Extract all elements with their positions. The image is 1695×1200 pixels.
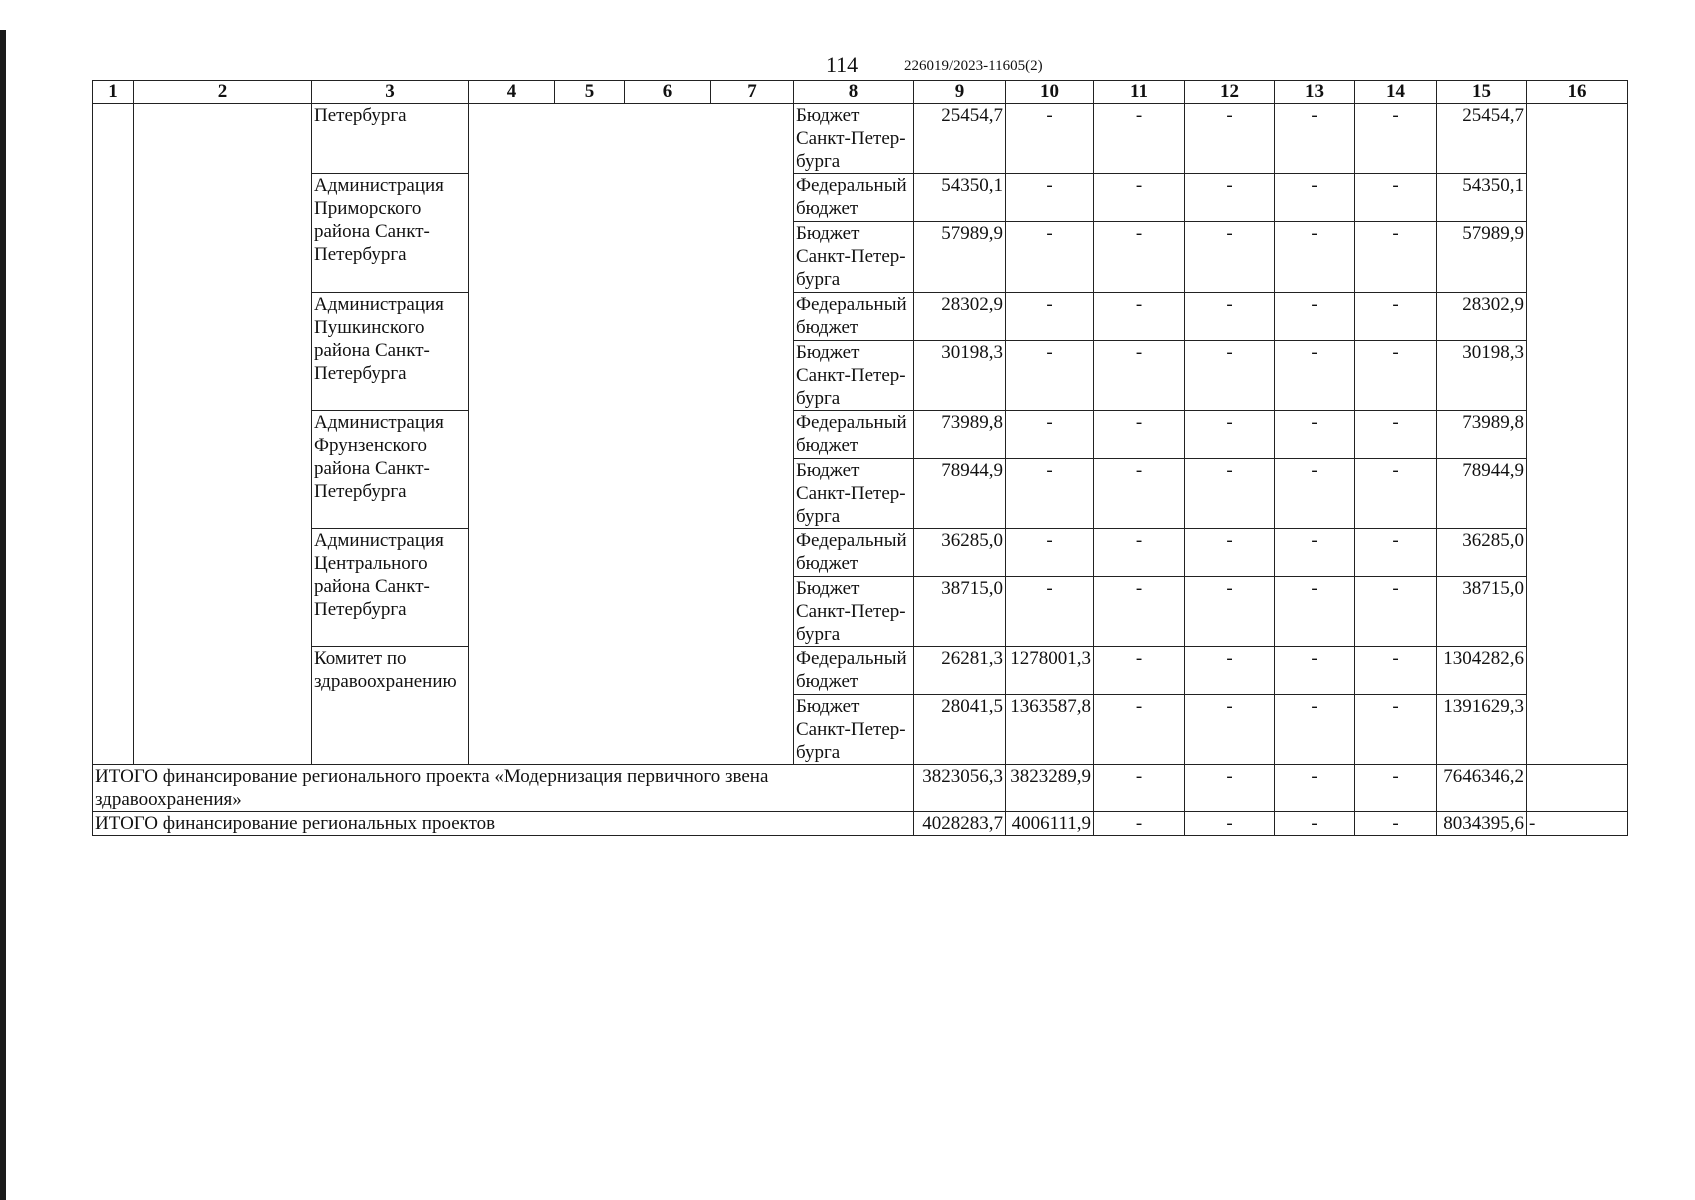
table-row xyxy=(93,647,1628,695)
funding-source-cell: Федеральный бюджет xyxy=(794,174,914,222)
col-header-10: 10 xyxy=(1006,81,1094,104)
value-cell-col11: - xyxy=(1094,577,1185,647)
total-value-col11: - xyxy=(1094,812,1185,836)
value-cell-col11: - xyxy=(1094,341,1185,411)
value-cell-col12: - xyxy=(1185,459,1275,529)
value-cell-col10: - xyxy=(1006,174,1094,222)
total-value-col16: - xyxy=(1527,812,1628,836)
col-header-7: 7 xyxy=(711,81,794,104)
cell-col2-merged xyxy=(134,104,312,765)
col-header-4: 4 xyxy=(469,81,555,104)
col-header-11: 11 xyxy=(1094,81,1185,104)
col-header-1: 1 xyxy=(93,81,134,104)
value-cell-col11: - xyxy=(1094,695,1185,765)
value-cell-col13: - xyxy=(1275,222,1355,293)
value-cell-col15: 38715,0 xyxy=(1437,577,1527,647)
value-cell-col10: - xyxy=(1006,529,1094,577)
value-cell-col10: - xyxy=(1006,222,1094,293)
funding-source-cell: Федеральный бюджет xyxy=(794,411,914,459)
value-cell-col13: - xyxy=(1275,695,1355,765)
total-value-col14: - xyxy=(1355,812,1437,836)
executor-cell: Администрация Фрунзенского района Санкт-Петербурга xyxy=(312,411,469,529)
page-header xyxy=(0,50,1695,80)
budget-table xyxy=(92,80,1628,836)
funding-source-cell: Федеральный бюджет xyxy=(794,647,914,695)
col-header-16: 16 xyxy=(1527,81,1628,104)
value-cell-col10: - xyxy=(1006,341,1094,411)
table-row xyxy=(93,411,1628,459)
value-cell-col11: - xyxy=(1094,104,1185,174)
col-header-2: 2 xyxy=(134,81,312,104)
value-cell-col11: - xyxy=(1094,222,1185,293)
funding-source-cell: Бюджет Санкт-Петер-бурга xyxy=(794,222,914,293)
total-value-col10: 3823289,9 xyxy=(1006,765,1094,812)
value-cell-col9: 26281,3 xyxy=(914,647,1006,695)
value-cell-col15: 73989,8 xyxy=(1437,411,1527,459)
value-cell-col9: 28041,5 xyxy=(914,695,1006,765)
value-cell-col15: 30198,3 xyxy=(1437,341,1527,411)
funding-source-cell: Бюджет Санкт-Петер-бурга xyxy=(794,341,914,411)
cell-col16-merged xyxy=(1527,104,1628,765)
value-cell-col9: 38715,0 xyxy=(914,577,1006,647)
cell-col4-7-merged xyxy=(469,104,794,765)
cell-col1-merged xyxy=(93,104,134,765)
value-cell-col15: 1391629,3 xyxy=(1437,695,1527,765)
total-value-col12: - xyxy=(1185,812,1275,836)
value-cell-col10: - xyxy=(1006,459,1094,529)
value-cell-col14: - xyxy=(1355,293,1437,341)
total-value-col12: - xyxy=(1185,765,1275,812)
value-cell-col15: 57989,9 xyxy=(1437,222,1527,293)
funding-source-cell: Бюджет Санкт-Петер-бурга xyxy=(794,577,914,647)
value-cell-col9: 73989,8 xyxy=(914,411,1006,459)
value-cell-col15: 25454,7 xyxy=(1437,104,1527,174)
executor-cell: Администрация Пушкинского района Санкт-Петербурга xyxy=(312,293,469,411)
total-value-col15: 8034395,6 xyxy=(1437,812,1527,836)
value-cell-col13: - xyxy=(1275,174,1355,222)
scan-edge-strip xyxy=(0,30,6,1200)
table-row xyxy=(93,174,1628,222)
total-value-col10: 4006111,9 xyxy=(1006,812,1094,836)
value-cell-col9: 28302,9 xyxy=(914,293,1006,341)
funding-source-cell: Федеральный бюджет xyxy=(794,529,914,577)
value-cell-col12: - xyxy=(1185,529,1275,577)
value-cell-col14: - xyxy=(1355,647,1437,695)
value-cell-col12: - xyxy=(1185,647,1275,695)
value-cell-col9: 78944,9 xyxy=(914,459,1006,529)
value-cell-col9: 57989,9 xyxy=(914,222,1006,293)
total-value-col13: - xyxy=(1275,812,1355,836)
value-cell-col12: - xyxy=(1185,104,1275,174)
value-cell-col14: - xyxy=(1355,577,1437,647)
value-cell-col11: - xyxy=(1094,293,1185,341)
value-cell-col12: - xyxy=(1185,174,1275,222)
value-cell-col9: 36285,0 xyxy=(914,529,1006,577)
value-cell-col10: - xyxy=(1006,293,1094,341)
value-cell-col14: - xyxy=(1355,222,1437,293)
value-cell-col12: - xyxy=(1185,341,1275,411)
value-cell-col14: - xyxy=(1355,104,1437,174)
value-cell-col15: 1304282,6 xyxy=(1437,647,1527,695)
value-cell-col13: - xyxy=(1275,341,1355,411)
col-header-14: 14 xyxy=(1355,81,1437,104)
total-value-col13: - xyxy=(1275,765,1355,812)
executor-cell: Администрация Приморского района Санкт-Петербурга xyxy=(312,174,469,293)
value-cell-col14: - xyxy=(1355,174,1437,222)
table-row xyxy=(93,104,1628,174)
value-cell-col9: 25454,7 xyxy=(914,104,1006,174)
value-cell-col14: - xyxy=(1355,341,1437,411)
value-cell-col14: - xyxy=(1355,529,1437,577)
value-cell-col11: - xyxy=(1094,411,1185,459)
value-cell-col12: - xyxy=(1185,293,1275,341)
document-reference: 226019/2023-11605(2) xyxy=(904,58,1043,74)
table-row xyxy=(93,293,1628,341)
funding-source-cell: Бюджет Санкт-Петер-бурга xyxy=(794,695,914,765)
col-header-5: 5 xyxy=(555,81,625,104)
value-cell-col12: - xyxy=(1185,222,1275,293)
value-cell-col14: - xyxy=(1355,411,1437,459)
executor-cell: Комитет по здравоохранению xyxy=(312,647,469,765)
value-cell-col10: - xyxy=(1006,577,1094,647)
value-cell-col11: - xyxy=(1094,529,1185,577)
total-value-col9: 4028283,7 xyxy=(914,812,1006,836)
executor-cell: Администрация Центрального района Санкт-Петербурга xyxy=(312,529,469,647)
value-cell-col15: 78944,9 xyxy=(1437,459,1527,529)
col-header-15: 15 xyxy=(1437,81,1527,104)
value-cell-col15: 28302,9 xyxy=(1437,293,1527,341)
value-cell-col12: - xyxy=(1185,577,1275,647)
value-cell-col10: - xyxy=(1006,104,1094,174)
value-cell-col13: - xyxy=(1275,104,1355,174)
total-label-cell: ИТОГО финансирование регионального проекта «Модернизация первичного звена здравоохранения» xyxy=(93,765,914,812)
col-header-3: 3 xyxy=(312,81,469,104)
value-cell-col9: 54350,1 xyxy=(914,174,1006,222)
value-cell-col10: 1278001,3 xyxy=(1006,647,1094,695)
value-cell-col15: 36285,0 xyxy=(1437,529,1527,577)
funding-source-cell: Бюджет Санкт-Петер-бурга xyxy=(794,459,914,529)
value-cell-col11: - xyxy=(1094,647,1185,695)
total-value-col14: - xyxy=(1355,765,1437,812)
value-cell-col12: - xyxy=(1185,695,1275,765)
value-cell-col10: 1363587,8 xyxy=(1006,695,1094,765)
value-cell-col13: - xyxy=(1275,647,1355,695)
page-number: 114 xyxy=(826,52,859,77)
total-label-cell: ИТОГО финансирование региональных проектов xyxy=(93,812,914,836)
col-header-12: 12 xyxy=(1185,81,1275,104)
value-cell-col13: - xyxy=(1275,529,1355,577)
column-number-row xyxy=(93,81,1628,104)
col-header-6: 6 xyxy=(625,81,711,104)
value-cell-col11: - xyxy=(1094,459,1185,529)
value-cell-col13: - xyxy=(1275,293,1355,341)
value-cell-col13: - xyxy=(1275,459,1355,529)
value-cell-col9: 30198,3 xyxy=(914,341,1006,411)
total-row-all-projects xyxy=(93,812,1628,836)
total-value-col9: 3823056,3 xyxy=(914,765,1006,812)
value-cell-col13: - xyxy=(1275,577,1355,647)
table-row xyxy=(93,529,1628,577)
executor-cell: Петербурга xyxy=(312,104,469,174)
value-cell-col13: - xyxy=(1275,411,1355,459)
funding-source-cell: Федеральный бюджет xyxy=(794,293,914,341)
total-value-col11: - xyxy=(1094,765,1185,812)
value-cell-col14: - xyxy=(1355,459,1437,529)
value-cell-col14: - xyxy=(1355,695,1437,765)
total-value-col15: 7646346,2 xyxy=(1437,765,1527,812)
funding-source-cell: Бюджет Санкт-Петер-бурга xyxy=(794,104,914,174)
total-row-project xyxy=(93,765,1628,812)
total-value-col16 xyxy=(1527,765,1628,812)
value-cell-col10: - xyxy=(1006,411,1094,459)
value-cell-col11: - xyxy=(1094,174,1185,222)
col-header-9: 9 xyxy=(914,81,1006,104)
value-cell-col15: 54350,1 xyxy=(1437,174,1527,222)
value-cell-col12: - xyxy=(1185,411,1275,459)
col-header-13: 13 xyxy=(1275,81,1355,104)
col-header-8: 8 xyxy=(794,81,914,104)
